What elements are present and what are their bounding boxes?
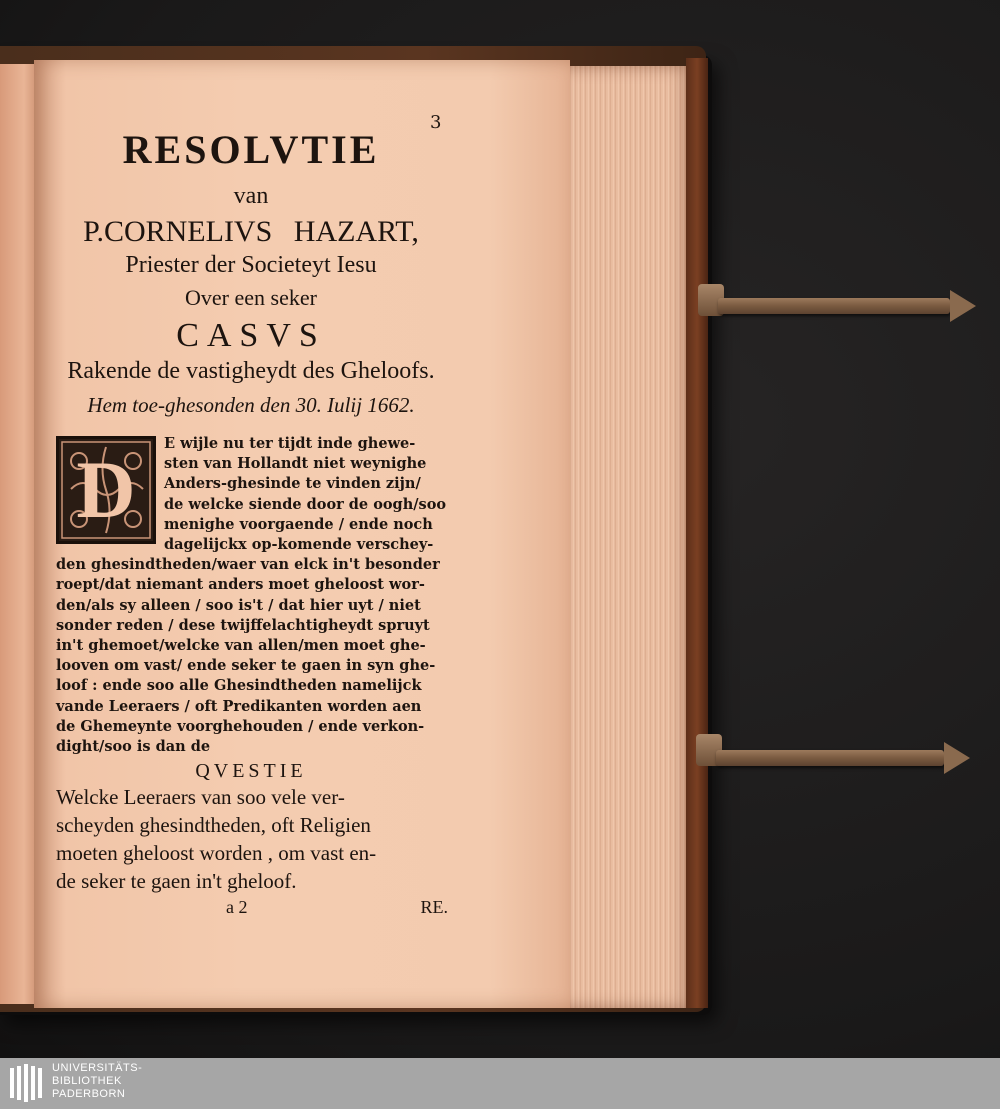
body-line: de welcke siende door de oogh/soo (164, 495, 447, 513)
library-name-line2: BIBLIOTHEK (52, 1075, 122, 1087)
body-line: dagelijckx op-komende verschey- (164, 536, 434, 554)
body-line: dight/soo is dan de (56, 738, 211, 756)
author-line: P.CORNELIVS HAZART, (83, 215, 419, 248)
signature-mark: a 2 (226, 897, 248, 918)
page-text-block (56, 112, 446, 923)
upper-clasp-bar (718, 298, 950, 314)
body-line: vande Leeraers / oft Predikanten worden aen (56, 697, 422, 715)
body-line: de Ghemeynte voorghehouden / ende verkon- (56, 717, 425, 735)
rakende-line: Rakende de vastigheydt des Gheloofs. (67, 358, 435, 384)
question-line: moeten gheloost worden , om vast en- (56, 841, 377, 866)
book-fore-edge-cover (686, 58, 708, 1008)
qvestie-heading: QVESTIE (195, 760, 307, 783)
library-name (52, 1062, 142, 1101)
library-footer-bar (0, 1058, 1000, 1109)
upper-clasp (698, 280, 988, 310)
body-text (56, 434, 446, 757)
catchword: RE. (420, 897, 448, 918)
decorated-initial (56, 436, 156, 544)
library-name-line1: UNIVERSITÄTS- (52, 1062, 143, 1074)
body-line: roept/dat niemant anders moet gheloost wor- (56, 576, 425, 594)
date-line: Hem toe-ghesonden den 30. Iulij 1662. (87, 393, 415, 417)
van-line: van (233, 183, 269, 209)
body-line: E wijle nu ter tijdt inde ghewe- (164, 435, 416, 452)
body-line: den/als sy alleen / soo is't / dat hier uyt / niet (56, 596, 421, 614)
body-line: den ghesindtheden/waer van elck in't besonder (56, 556, 440, 574)
body-line: in't ghemoet/welcke van allen/men moet ghe- (56, 637, 426, 655)
body-line: sten van Hollandt niet weynighe (164, 455, 427, 473)
question-line: Welcke Leeraers van soo vele ver- (56, 785, 345, 810)
body-line: looven om vast/ ende seker te gaen in syn ghe- (56, 657, 436, 675)
body-line: Anders-ghesinde te vinden zijn/ (164, 475, 421, 493)
initial-letter: D (76, 443, 136, 535)
page-footer (56, 897, 446, 923)
page-title: RESOLVTIE (122, 127, 380, 172)
library-logo-icon (8, 1062, 48, 1104)
over-line: Over een seker (185, 285, 317, 310)
page-block-edges (565, 66, 695, 1008)
library-name-line3: PADERBORN (52, 1088, 126, 1100)
body-line: sonder reden / dese twijffelachtigheydt spruyt (56, 616, 430, 634)
question-line: scheyden ghesindtheden, oft Religien (56, 813, 371, 838)
lower-clasp-tip (944, 742, 970, 774)
question-line: de seker te gaen in't gheloof. (56, 869, 297, 894)
upper-clasp-tip (950, 290, 976, 322)
lower-clasp (696, 730, 986, 760)
priest-line: Priester der Societeyt Iesu (125, 252, 377, 278)
body-line: loof : ende soo alle Ghesindtheden namelijck (56, 677, 422, 695)
lower-clasp-bar (716, 750, 944, 766)
body-line: menighe voorgaende / ende noch (164, 515, 433, 533)
casus-heading: CASVS (176, 317, 326, 354)
page-number: 3 (430, 112, 442, 133)
